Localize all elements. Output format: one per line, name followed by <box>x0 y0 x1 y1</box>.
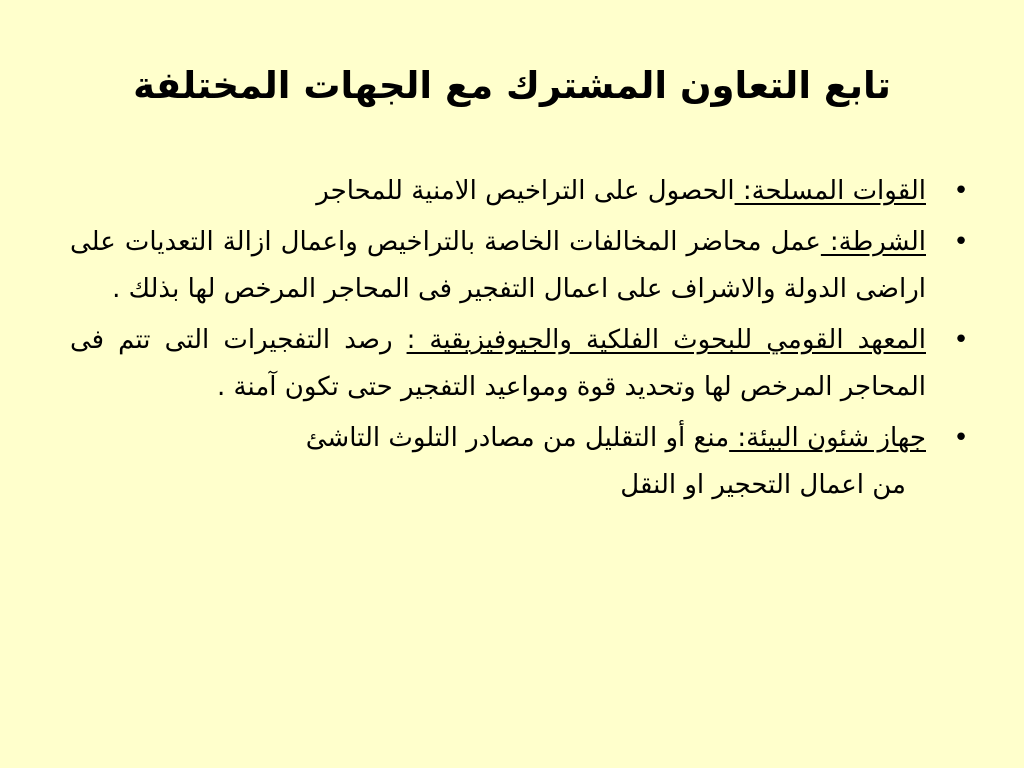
bullet-item-police <box>70 219 976 313</box>
bullet-marker: • <box>953 176 969 206</box>
bullet-term: جهاز شئون البيئة: <box>729 423 926 453</box>
bullet-term: القوات المسلحة: <box>734 176 926 206</box>
bullet-marker: • <box>953 227 969 257</box>
bullet-item-environment-agency <box>70 415 976 509</box>
bullet-text: منع أو التقليل من مصادر التلوث التاشئ <box>305 423 730 453</box>
bullet-text: عمل محاضر المخالفات الخاصة بالتراخيص واعمال ازالة التعديات على اراضى الدولة والاشراف على اعمال التفجير فى المحاجر المرخص لها بذلك . <box>70 227 926 304</box>
bullet-continuation: من اعمال التحجير او النقل <box>620 470 906 500</box>
slide-title: تابع التعاون المشترك مع الجهات المختلفة <box>133 64 891 107</box>
bullet-list <box>70 168 976 513</box>
bullet-marker: • <box>953 325 969 355</box>
bullet-term: الشرطة: <box>820 227 926 257</box>
bullet-text: الحصول على التراخيص الامنية للمحاجر <box>316 176 735 206</box>
bullet-item-armed-forces <box>70 168 976 215</box>
bullet-marker: • <box>953 423 969 453</box>
bullet-item-astronomy-institute <box>70 317 976 411</box>
bullet-text: رصد التفجيرات التى تتم فى المحاجر المرخص لها وتحديد قوة ومواعيد التفجير حتى تكون آمنة . <box>70 325 926 402</box>
bullet-term: المعهد القومي للبحوث الفلكية والجيوفيزيقية : <box>406 325 926 355</box>
